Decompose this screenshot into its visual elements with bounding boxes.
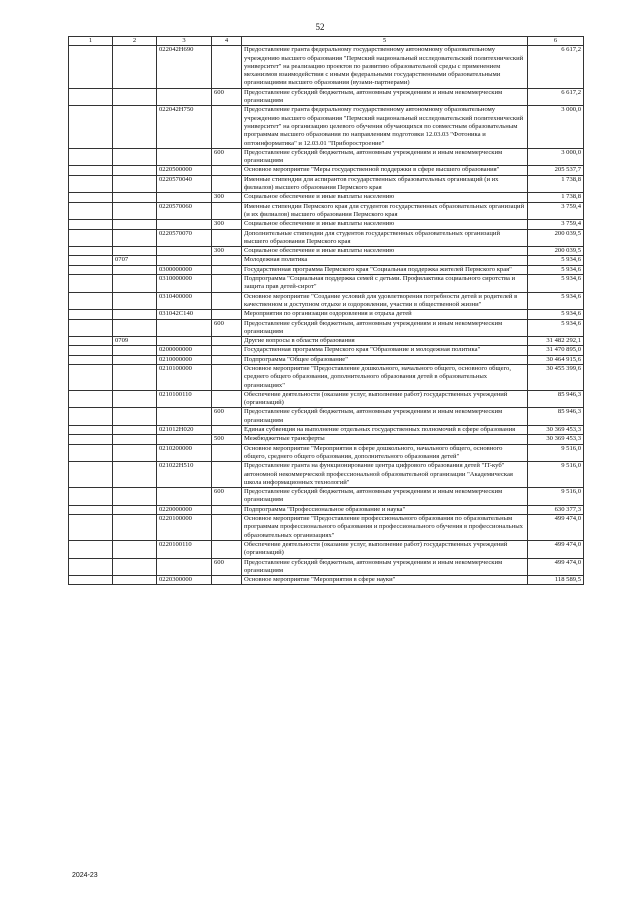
description-cell: Социальное обеспечение и иные выплаты населению [242,220,528,229]
expense-type-cell [212,175,242,193]
expense-type-cell [212,265,242,274]
expense-type-cell: 500 [212,435,242,444]
section-cell [69,229,113,247]
table-row [69,515,584,541]
description-cell: Предоставление субсидий бюджетным, автономным учреждениям и иным некоммерческим организациям [242,319,528,337]
description-cell: Предоставление гранта на функционирование центра цифрового образования детей "IT-куб" автономной некоммерческой профессиональной образовательной организации "Академическая школа информационных технологий" [242,462,528,488]
page-number: 52 [315,22,325,32]
target-article-cell [157,558,212,576]
description-cell: Основное мероприятие "Предоставление дошкольного, начального общего, основного общего, среднего общего образования, дополнительного образования детей в образовательных организациях" [242,364,528,390]
target-article-cell: 0220000000 [157,505,212,514]
subsection-cell [113,106,157,148]
description-cell: Предоставление субсидий бюджетным, автономным учреждениям и иным некоммерческим организациям [242,148,528,166]
description-cell: Другие вопросы в области образования [242,337,528,346]
subsection-cell [113,435,157,444]
expense-type-cell [212,166,242,175]
amount-cell: 30 369 453,3 [528,435,584,444]
expense-type-cell: 300 [212,220,242,229]
subsection-cell [113,364,157,390]
subsection-cell [113,576,157,585]
amount-cell: 5 934,6 [528,292,584,310]
subsection-cell [113,488,157,506]
amount-cell: 630 377,3 [528,505,584,514]
target-article-cell: 0220300000 [157,576,212,585]
table-row [69,319,584,337]
target-article-cell: 0210100000 [157,364,212,390]
column-header: 6 [528,37,584,46]
table-row [69,558,584,576]
amount-cell: 6 617,2 [528,88,584,106]
table-row [69,275,584,293]
description-cell: Именные стипендии Пермского края для студентов государственных образовательных организаций (и их филиалов) высшего образования Пермского края [242,202,528,220]
description-cell: Подпрограмма "Социальная поддержка семей с детьми. Профилактика социального сиротства и защита прав детей-сирот" [242,275,528,293]
table-row [69,390,584,408]
amount-cell: 30 464 915,6 [528,355,584,364]
subsection-cell [113,166,157,175]
expense-type-cell [212,505,242,514]
amount-cell: 205 537,7 [528,166,584,175]
expense-type-cell: 600 [212,558,242,576]
section-cell [69,220,113,229]
subsection-cell [113,275,157,293]
amount-cell: 30 369 453,3 [528,426,584,435]
description-cell: Предоставление гранта федеральному государственному автономному образовательному учреждению высшего образования "Пермский национальный исследовательский политехнический университет" на реализацию проектов по развитию образовательной среды с применением механизмов взаимодействия с иными федеральными государственными образовательными организациями высшего образования (вузами-партнерами) [242,46,528,88]
target-article-cell: 0210000000 [157,355,212,364]
subsection-cell [113,88,157,106]
description-cell: Предоставление субсидий бюджетным, автономным учреждениям и иным некоммерческим организациям [242,488,528,506]
target-article-cell [157,256,212,265]
section-cell [69,355,113,364]
section-cell [69,390,113,408]
subsection-cell [113,540,157,558]
subsection-cell [113,46,157,88]
subsection-cell [113,319,157,337]
subsection-cell [113,229,157,247]
amount-cell: 9 516,0 [528,444,584,462]
expense-type-cell [212,444,242,462]
expense-type-cell [212,515,242,541]
amount-cell: 3 759,4 [528,220,584,229]
table-row [69,444,584,462]
section-cell [69,426,113,435]
table-row [69,355,584,364]
table-row [69,310,584,319]
amount-cell: 1 738,8 [528,175,584,193]
description-cell: Основное мероприятие "Мероприятия в сфере науки" [242,576,528,585]
section-cell [69,444,113,462]
expense-type-cell [212,202,242,220]
table-row [69,202,584,220]
target-article-cell [157,408,212,426]
description-cell: Дополнительные стипендии для студентов государственных образовательных организаций высшего образования Пермского края [242,229,528,247]
amount-cell: 9 516,0 [528,488,584,506]
description-cell: Государственная программа Пермского края "Образование и молодежная политика" [242,346,528,355]
section-cell [69,515,113,541]
target-article-cell: 0210100110 [157,390,212,408]
description-cell: Основное мероприятие "Мероприятия в сфере дошкольного, начального общего, основного общего, среднего общего образования, дополнительного образования детей" [242,444,528,462]
description-cell: Единая субвенция на выполнение отдельных государственных полномочий в сфере образования [242,426,528,435]
target-article-cell [157,488,212,506]
subsection-cell: 0709 [113,337,157,346]
table-row [69,46,584,88]
table-row [69,462,584,488]
description-cell: Основное мероприятие "Создание условий для удовлетворения потребности детей и родителей в качественном и доступном отдыхе и оздоровлении, участии в общественной жизни" [242,292,528,310]
amount-cell: 499 474,0 [528,540,584,558]
description-cell: Подпрограмма "Общее образование" [242,355,528,364]
expense-type-cell: 300 [212,193,242,202]
amount-cell: 1 738,8 [528,193,584,202]
table-row [69,364,584,390]
description-cell: Основное мероприятие "Меры государственной поддержки в сфере высшего образования" [242,166,528,175]
expense-type-cell [212,576,242,585]
section-cell [69,488,113,506]
table-row [69,229,584,247]
target-article-cell [157,148,212,166]
amount-cell: 3 759,4 [528,202,584,220]
expense-type-cell [212,106,242,148]
subsection-cell [113,408,157,426]
subsection-cell [113,310,157,319]
expense-type-cell: 600 [212,488,242,506]
table-row [69,540,584,558]
table-row [69,408,584,426]
target-article-cell [157,337,212,346]
table-row [69,220,584,229]
expense-type-cell: 600 [212,88,242,106]
section-cell [69,540,113,558]
expense-type-cell [212,310,242,319]
table-row [69,265,584,274]
description-cell: Молодежная политика [242,256,528,265]
table-row [69,166,584,175]
description-cell: Предоставление субсидий бюджетным, автономным учреждениям и иным некоммерческим организациям [242,88,528,106]
subsection-cell: 0707 [113,256,157,265]
table-row [69,175,584,193]
table-row [69,247,584,256]
expense-type-cell [212,275,242,293]
table-row [69,337,584,346]
subsection-cell [113,265,157,274]
table-row [69,148,584,166]
target-article-cell: 022042Н750 [157,106,212,148]
target-article-cell: 0310000000 [157,275,212,293]
subsection-cell [113,148,157,166]
amount-cell: 31 470 895,0 [528,346,584,355]
section-cell [69,505,113,514]
section-cell [69,148,113,166]
footer-code: 2024-23 [72,872,98,879]
section-cell [69,558,113,576]
subsection-cell [113,220,157,229]
section-cell [69,166,113,175]
description-cell: Социальное обеспечение и иные выплаты населению [242,247,528,256]
subsection-cell [113,390,157,408]
target-article-cell: 0210200000 [157,444,212,462]
column-header: 2 [113,37,157,46]
target-article-cell: 0220570060 [157,202,212,220]
budget-table [68,36,584,585]
section-cell [69,346,113,355]
expense-type-cell [212,337,242,346]
amount-cell: 5 934,6 [528,265,584,274]
column-header: 5 [242,37,528,46]
section-cell [69,337,113,346]
description-cell: Социальное обеспечение и иные выплаты населению [242,193,528,202]
amount-cell: 499 474,0 [528,515,584,541]
target-article-cell: 0200000000 [157,346,212,355]
subsection-cell [113,193,157,202]
amount-cell: 200 039,5 [528,229,584,247]
subsection-cell [113,558,157,576]
section-cell [69,319,113,337]
section-cell [69,247,113,256]
expense-type-cell [212,229,242,247]
column-header: 3 [157,37,212,46]
amount-cell: 9 516,0 [528,462,584,488]
description-cell: Подпрограмма "Профессиональное образование и наука" [242,505,528,514]
target-article-cell: 031042С140 [157,310,212,319]
description-cell: Предоставление субсидий бюджетным, автономным учреждениям и иным некоммерческим организациям [242,558,528,576]
target-article-cell: 0310400000 [157,292,212,310]
section-cell [69,256,113,265]
subsection-cell [113,202,157,220]
section-cell [69,364,113,390]
expense-type-cell [212,292,242,310]
target-article-cell: 0300000000 [157,265,212,274]
amount-cell: 5 934,6 [528,319,584,337]
expense-type-cell [212,256,242,265]
subsection-cell [113,247,157,256]
description-cell: Предоставление гранта федеральному государственному автономному образовательному учреждению высшего образования "Пермский национальный исследовательский политехнический университет" на организацию целевого обучения обучающихся по совместным образовательным программам высшего образования по направлениям подготовки 12.03.03 "Фотоника и оптоинформатика" и 12.03.01 "Приборостроение" [242,106,528,148]
target-article-cell: 0220570040 [157,175,212,193]
section-cell [69,88,113,106]
amount-cell: 3 000,0 [528,106,584,148]
target-article-cell [157,435,212,444]
subsection-cell [113,355,157,364]
amount-cell: 5 934,6 [528,310,584,319]
section-cell [69,46,113,88]
expense-type-cell [212,346,242,355]
subsection-cell [113,444,157,462]
description-cell: Именные стипендии для аспирантов государственных образовательных организаций (и их филиалов) высшего образования Пермского края [242,175,528,193]
amount-cell: 5 934,6 [528,275,584,293]
column-header: 4 [212,37,242,46]
amount-cell: 85 946,3 [528,390,584,408]
target-article-cell [157,247,212,256]
target-article-cell [157,193,212,202]
expense-type-cell [212,462,242,488]
section-cell [69,193,113,202]
table-row [69,488,584,506]
target-article-cell: 0220570070 [157,229,212,247]
section-cell [69,175,113,193]
amount-cell: 6 617,2 [528,46,584,88]
subsection-cell [113,505,157,514]
target-article-cell: 022042Н690 [157,46,212,88]
section-cell [69,310,113,319]
table-row [69,505,584,514]
subsection-cell [113,175,157,193]
target-article-cell [157,88,212,106]
section-cell [69,202,113,220]
description-cell: Основное мероприятие "Предоставление профессионального образования по образовательным программам профессионального образования и профессионального обучения в профессиональных образовательных организациях" [242,515,528,541]
amount-cell: 31 482 292,1 [528,337,584,346]
expense-type-cell: 300 [212,247,242,256]
section-cell [69,435,113,444]
subsection-cell [113,515,157,541]
description-cell: Государственная программа Пермского края "Социальная поддержка жителей Пермского края" [242,265,528,274]
description-cell: Предоставление субсидий бюджетным, автономным учреждениям и иным некоммерческим организациям [242,408,528,426]
expense-type-cell [212,364,242,390]
expense-type-cell [212,46,242,88]
table-row [69,106,584,148]
amount-cell: 30 455 399,6 [528,364,584,390]
column-header: 1 [69,37,113,46]
subsection-cell [113,292,157,310]
section-cell [69,265,113,274]
expense-type-cell: 600 [212,148,242,166]
section-cell [69,275,113,293]
target-article-cell [157,220,212,229]
table-row [69,346,584,355]
target-article-cell: 0220100110 [157,540,212,558]
expense-type-cell [212,355,242,364]
description-cell: Межбюджетные трансферты [242,435,528,444]
expense-type-cell [212,390,242,408]
section-cell [69,462,113,488]
table-row [69,435,584,444]
table-header-row [69,37,584,46]
description-cell: Обеспечение деятельности (оказание услуг, выполнение работ) государственных учреждений (организаций) [242,390,528,408]
description-cell: Мероприятия по организации оздоровления и отдыха детей [242,310,528,319]
subsection-cell [113,346,157,355]
table-row [69,292,584,310]
table-row [69,576,584,585]
description-cell: Обеспечение деятельности (оказание услуг, выполнение работ) государственных учреждений (организаций) [242,540,528,558]
amount-cell: 3 000,0 [528,148,584,166]
expense-type-cell [212,540,242,558]
target-article-cell: 0220500000 [157,166,212,175]
subsection-cell [113,426,157,435]
expense-type-cell: 600 [212,319,242,337]
target-article-cell: 0220100000 [157,515,212,541]
table-row [69,256,584,265]
target-article-cell [157,319,212,337]
section-cell [69,106,113,148]
target-article-cell: 021022Н510 [157,462,212,488]
section-cell [69,292,113,310]
amount-cell: 200 039,5 [528,247,584,256]
subsection-cell [113,462,157,488]
amount-cell: 85 946,3 [528,408,584,426]
table-row [69,88,584,106]
section-cell [69,576,113,585]
target-article-cell: 021012Н020 [157,426,212,435]
amount-cell: 118 589,5 [528,576,584,585]
table-row [69,193,584,202]
amount-cell: 5 934,6 [528,256,584,265]
table-row [69,426,584,435]
expense-type-cell [212,426,242,435]
expense-type-cell: 600 [212,408,242,426]
amount-cell: 499 474,0 [528,558,584,576]
section-cell [69,408,113,426]
